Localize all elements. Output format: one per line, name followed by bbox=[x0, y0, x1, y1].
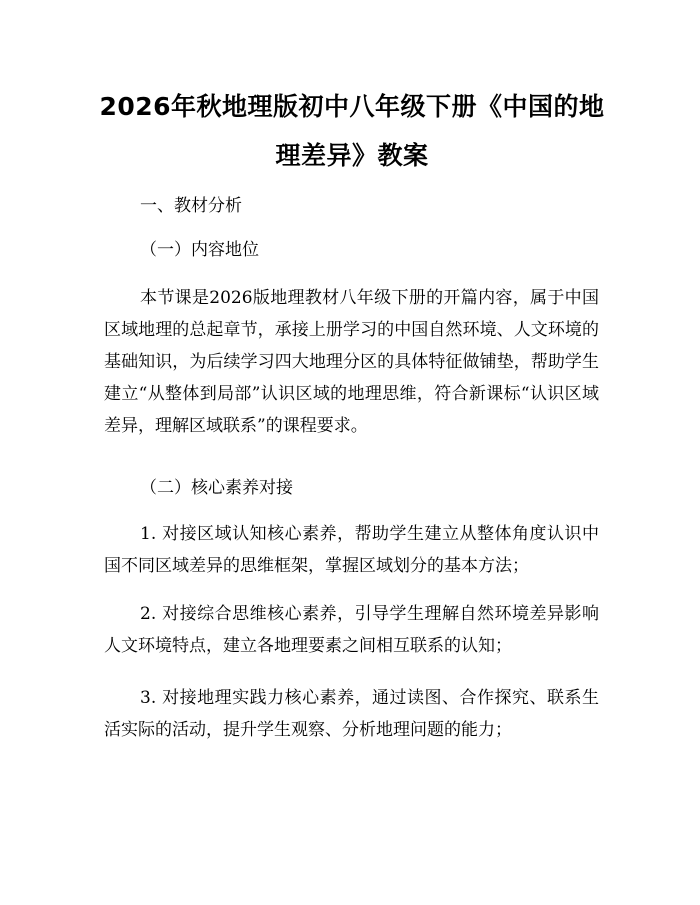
document-title: 2026年秋地理版初中八年级下册《中国的地理差异》教案 bbox=[99, 92, 605, 170]
content-position-paragraph: 本节课是2026版地理教材八年级下册的开篇内容，属于中国区域地理的总起章节，承接上册学习的中国自然环境、人文环境的基础知识，为后续学习四大地理分区的具体特征做铺垫，帮助学生建立“从整体到局部”认识区域的地理思维，符合新课标“认识区域差异，理解区域联系”的课程要求。 bbox=[104, 288, 599, 436]
list-item: 1. 对接区域认知核心素养，帮助学生建立从整体角度认识中国不同区域差异的思维框架，掌握区域划分的基本方法； bbox=[104, 524, 599, 576]
list-item: 3. 对接地理实践力核心素养，通过读图、合作探究、联系生活实际的活动，提升学生观察、分析地理问题的能力； bbox=[104, 688, 599, 740]
subsection-heading-core-literacy: （二）核心素养对接 bbox=[140, 478, 293, 498]
subsection-heading-content-position: （一）内容地位 bbox=[140, 240, 259, 260]
list-item: 2. 对接综合思维核心素养，引导学生理解自然环境差异影响人文环境特点，建立各地理要素之间相互联系的认知； bbox=[104, 604, 599, 656]
section-heading-teaching-material-analysis: 一、教材分析 bbox=[140, 196, 242, 216]
